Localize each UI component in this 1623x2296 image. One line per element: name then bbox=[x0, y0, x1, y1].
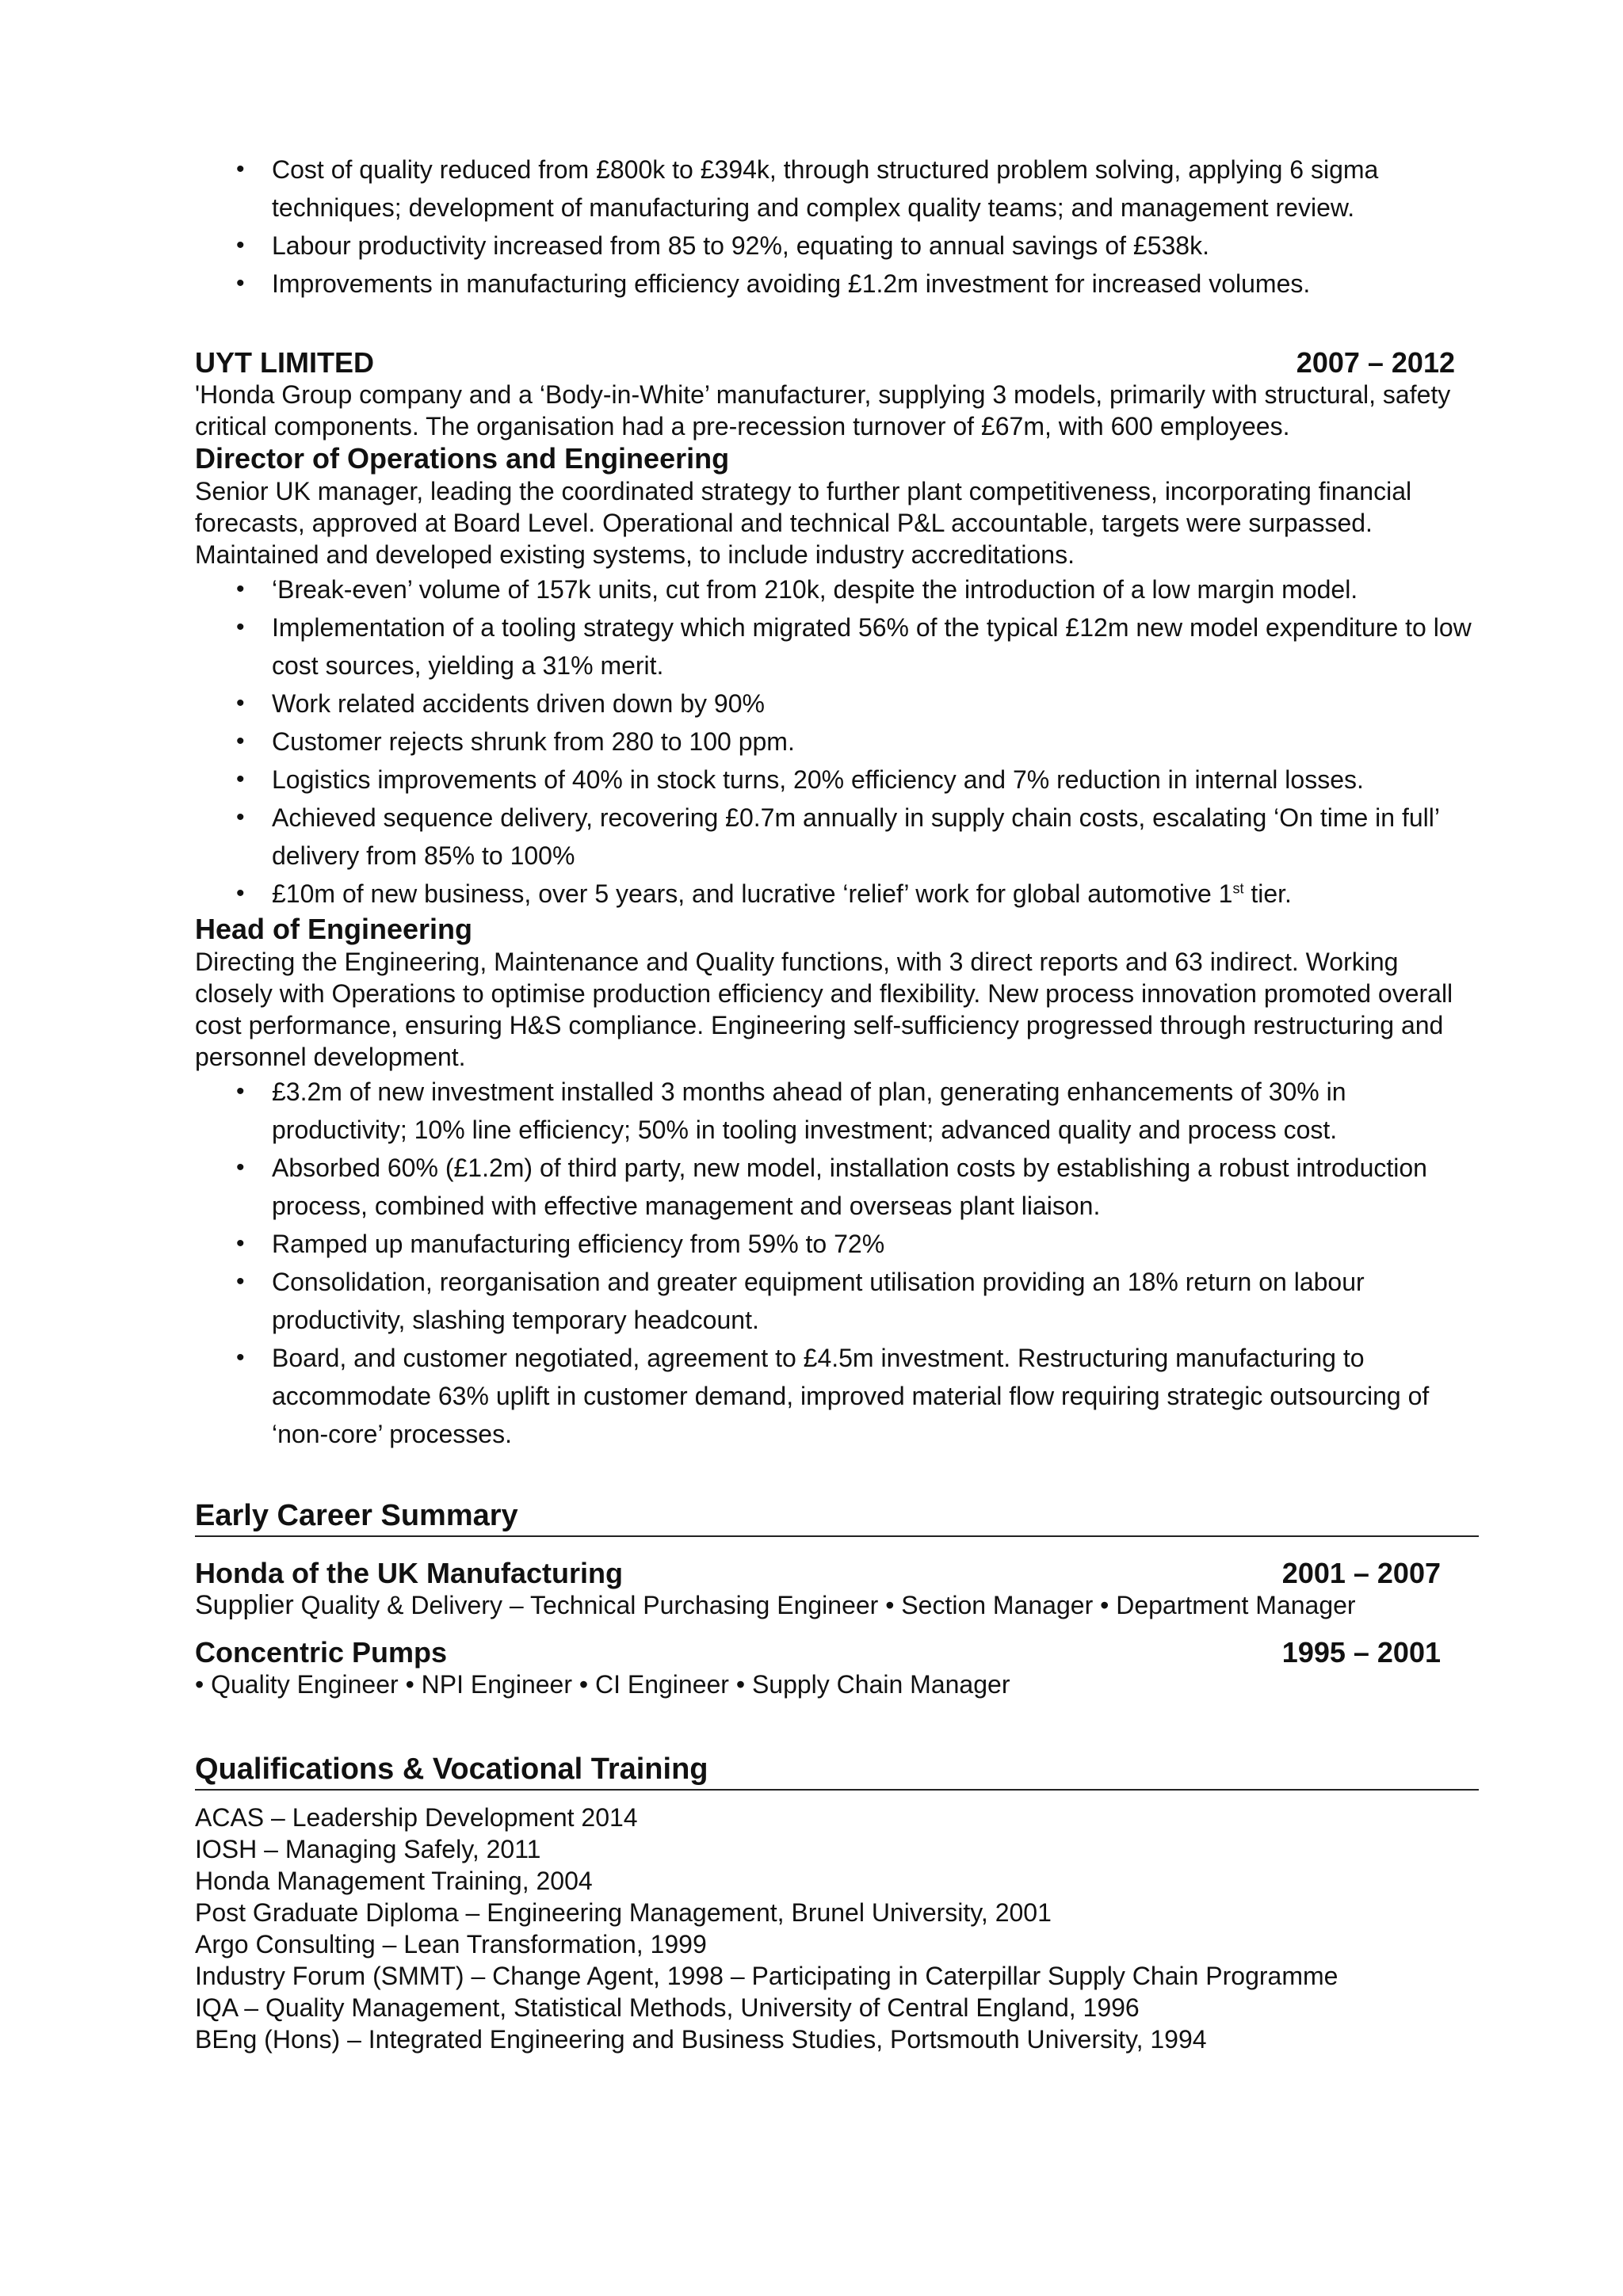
list-item: • Ramped up manufacturing efficiency from 59% to 72% bbox=[195, 1225, 1479, 1263]
list-item: • Labour productivity increased from 85 to 92%, equating to annual savings of £538k. bbox=[195, 227, 1479, 265]
list-item bbox=[195, 875, 1479, 913]
list-item: BEng (Hons) – Integrated Engineering and Business Studies, Portsmouth University, 1994 bbox=[195, 2025, 1207, 2054]
list-item: • Work related accidents driven down by 90% bbox=[195, 685, 1479, 723]
honda-roles-first: Supplier bbox=[195, 1590, 294, 1620]
list-item: • Cost of quality reduced from £800k to £394k, through structured problem solving, applying 6 sigma techniques; development of manufacturing and complex quality teams; and management review. bbox=[195, 151, 1479, 227]
qualifications-list bbox=[195, 1802, 1479, 2055]
director-summary: Senior UK manager, leading the coordinated strategy to further plant competitiveness, incorporating financial forecasts, approved at Board Level. Operational and technical P&L accountable, targets were surpassed. Maintained and developed existing systems, to include industry accreditations. bbox=[195, 477, 1412, 569]
list-item: • Logistics improvements of 40% in stock turns, 20% efficiency and 7% reduction in internal losses. bbox=[195, 761, 1479, 799]
list-item: • Board, and customer negotiated, agreement to £4.5m investment. Restructuring manufacturing to accommodate 63% uplift in customer demand, improved material flow requiring strategic outsourcing of ‘non-core’ processes. bbox=[195, 1339, 1479, 1453]
bullet-text: £10m of new business, over 5 years, and lucrative ‘relief’ work for global automotive 1 bbox=[272, 879, 1233, 908]
list-item: • ‘Break-even’ volume of 157k units, cut from 210k, despite the introduction of a low margin model. bbox=[195, 570, 1479, 608]
list-item: Honda Management Training, 2004 bbox=[195, 1867, 593, 1895]
list-item: Argo Consulting – Lean Transformation, 1999 bbox=[195, 1930, 707, 1958]
bullet-text-end: tier. bbox=[1243, 879, 1292, 908]
list-item: • £3.2m of new investment installed 3 months ahead of plan, generating enhancements of 30% in productivity; 10% line efficiency; 50% in tooling investment; advanced quality and process cost. bbox=[195, 1073, 1479, 1149]
honda-roles-rest: Quality & Delivery – Technical Purchasing Engineer • Section Manager • Department Manager bbox=[293, 1591, 1356, 1619]
uyt-company-name: UYT LIMITED bbox=[195, 346, 374, 379]
honda-dates: 2001 – 2007 bbox=[1281, 1557, 1441, 1589]
list-item: IQA – Quality Management, Statistical Methods, University of Central England, 1996 bbox=[195, 1993, 1140, 2022]
head-of-engineering-achievements-list bbox=[195, 1073, 1479, 1453]
uyt-dates: 2007 – 2012 bbox=[1296, 346, 1455, 379]
list-item: • Absorbed 60% (£1.2m) of third party, new model, installation costs by establishing a robust introduction process, combined with effective management and overseas plant liaison. bbox=[195, 1149, 1479, 1225]
list-item: • Customer rejects shrunk from 280 to 100 ppm. bbox=[195, 723, 1479, 761]
honda-header bbox=[195, 1558, 1479, 1589]
list-item: • Implementation of a tooling strategy which migrated 56% of the typical £12m new model expenditure to low cost sources, yielding a 31% merit. bbox=[195, 608, 1479, 685]
list-item: Post Graduate Diploma – Engineering Management, Brunel University, 2001 bbox=[195, 1898, 1052, 1927]
concentric-company-name: Concentric Pumps bbox=[195, 1636, 448, 1669]
concentric-header bbox=[195, 1637, 1479, 1669]
role-title-head-of-engineering: Head of Engineering bbox=[195, 913, 473, 945]
honda-roles bbox=[195, 1589, 1479, 1621]
list-item: ACAS – Leadership Development 2014 bbox=[195, 1803, 638, 1832]
intro-achievements-list bbox=[195, 151, 1479, 303]
resume-page bbox=[195, 151, 1479, 2055]
superscript-st: st bbox=[1232, 880, 1244, 897]
uyt-header bbox=[195, 347, 1479, 379]
list-item: Industry Forum (SMMT) – Change Agent, 1998 – Participating in Caterpillar Supply Chain Programme bbox=[195, 1962, 1338, 1990]
concentric-roles: • Quality Engineer • NPI Engineer • CI Engineer • Supply Chain Manager bbox=[195, 1670, 1010, 1699]
head-of-engineering-summary: Directing the Engineering, Maintenance and Quality functions, with 3 direct reports and 63 indirect. Working closely with Operations to optimise production efficiency and flexibility. New process innovation promoted overall cost performance, ensuring H&S compliance. Engineering self-sufficiency progressed through restructuring and personnel development. bbox=[195, 948, 1453, 1071]
early-career-heading: Early Career Summary bbox=[195, 1497, 1479, 1537]
list-item: • Improvements in manufacturing efficiency avoiding £1.2m investment for increased volumes. bbox=[195, 265, 1479, 303]
director-achievements-list bbox=[195, 570, 1479, 913]
uyt-description: 'Honda Group company and a ‘Body-in-White’ manufacturer, supplying 3 models, primarily with structural, safety critical components. The organisation had a pre-recession turnover of £67m, with 600 employees. bbox=[195, 380, 1451, 441]
role-title-director: Director of Operations and Engineering bbox=[195, 442, 730, 475]
concentric-dates: 1995 – 2001 bbox=[1281, 1636, 1441, 1669]
list-item: • Achieved sequence delivery, recovering £0.7m annually in supply chain costs, escalating ‘On time in full’ delivery from 85% to 100% bbox=[195, 799, 1479, 875]
honda-company-name: Honda of the UK Manufacturing bbox=[195, 1557, 623, 1589]
qualifications-heading: Qualifications & Vocational Training bbox=[195, 1751, 1479, 1791]
list-item: • Consolidation, reorganisation and greater equipment utilisation providing an 18% return on labour productivity, slashing temporary headcount. bbox=[195, 1263, 1479, 1339]
list-item: IOSH – Managing Safely, 2011 bbox=[195, 1835, 541, 1863]
